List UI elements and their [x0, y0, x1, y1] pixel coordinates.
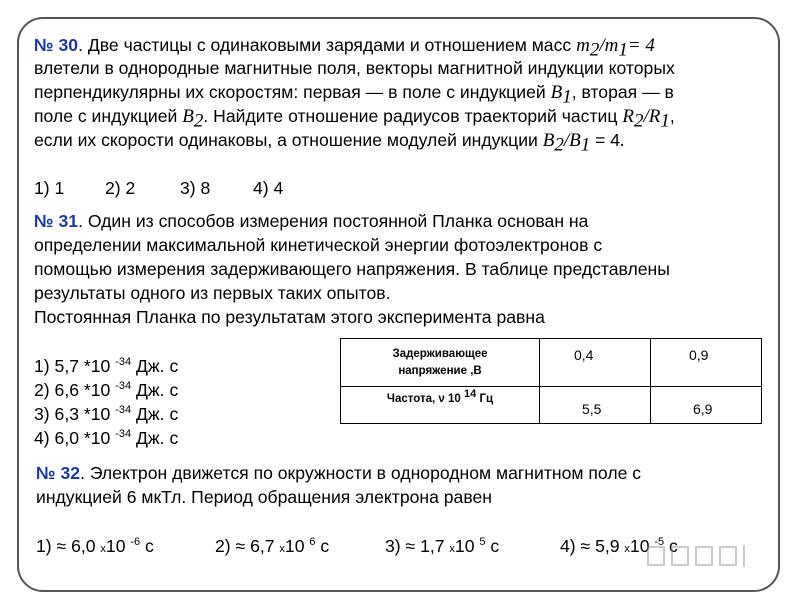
p32-answer-exp: 5 [479, 536, 486, 549]
p31-line-5: Постоянная Планка по результатам этого эксперимента равна [34, 307, 545, 327]
p30-number: № 30 [34, 35, 79, 55]
p32-answer-1 [36, 535, 154, 560]
p31-answer-exp: -34 [115, 380, 132, 393]
p31-answer-unit: Дж. с [131, 356, 179, 376]
p32-answer-unit: с [664, 536, 678, 556]
experiment-table [340, 338, 762, 424]
p32-answer-text: 4) ≈ 5,9 [560, 536, 625, 556]
p30-text: если их скорости одинаковы, а отношение модулей индукции [34, 130, 543, 150]
p32-answer-unit: с [485, 536, 500, 556]
p30-b2: B [182, 106, 194, 127]
p30-slash: / [643, 106, 649, 127]
p31-line-2: определении максимальной кинетической энергии фотоэлектронов с [34, 235, 603, 255]
table-cell: 5,5 [540, 387, 651, 424]
p30-b1: B [550, 82, 563, 103]
p32-answer-text: 2) ≈ 6,7 [215, 536, 280, 556]
p30-line-5 [34, 129, 774, 156]
p31-answer-text: 1) 5,7 *10 [34, 356, 116, 376]
p32-answer-3 [385, 535, 499, 560]
p32-text: . Электрон движется по окружности в однородном магнитном поле с [80, 463, 642, 483]
table-header-voltage [341, 339, 540, 387]
p30-answer-4: 4) 4 [253, 178, 284, 198]
p30-ratio-value: = 4 [590, 130, 621, 150]
p30-r2: R [622, 106, 634, 127]
p30-answer-1: 1) 1 [34, 178, 65, 198]
watermark-graphic [598, 541, 760, 571]
p30-line-4 [34, 105, 774, 132]
p30-line-1 [34, 34, 774, 61]
p31-text: . Один из способов измерения постоянной Планка основан на [78, 211, 589, 231]
p32-answer-unit: с [140, 536, 154, 556]
table-cell: 0,9 [651, 339, 762, 387]
p31-answer-text: 2) 6,6 *10 [34, 380, 116, 400]
table-cell: 6,9 [651, 387, 762, 424]
watermark [598, 541, 760, 571]
p30-answer-2: 2) 2 [105, 178, 136, 198]
table-header-text: напряжение ,В [398, 364, 482, 377]
p30-m1-sub: 1 [618, 39, 628, 61]
p31-line-3: помощью измерения задерживающего напряжения. В таблице представлены [34, 259, 670, 279]
table-header-text: Частота, ν 10 [386, 393, 465, 405]
p30-line-3 [34, 81, 774, 108]
p30-m2: m [576, 35, 590, 56]
p30-text: , вторая — в [571, 82, 674, 102]
p31-answer-1 [34, 355, 178, 377]
p30-b1-sub: 1 [562, 86, 572, 108]
p30-text: перпендикулярны их скоростям: первая — в поле с индукцией [34, 82, 551, 102]
p30-b2-sub: 2 [554, 134, 564, 156]
p32-answer-2 [215, 535, 329, 560]
p30-b1-sub: 1 [580, 134, 591, 156]
p30-b1: B [569, 130, 581, 151]
p32-answer-base: 10 [629, 536, 655, 556]
p31-answer-2 [34, 379, 178, 401]
p31-answer-text: 3) 6,3 *10 [34, 404, 116, 424]
table-cell: 0,4 [540, 339, 651, 387]
p30-r1-sub: 1 [660, 110, 670, 132]
p30-b2-sub: 2 [193, 110, 204, 132]
p32-answer-exp: -5 [654, 536, 665, 549]
p30-slash: / [599, 35, 605, 56]
p30-r1: R [648, 106, 661, 127]
table-header-text: Гц [476, 393, 494, 405]
p30-line-2: влетели в однородные магнитные поля, векторы магнитной индукции которых [34, 58, 675, 78]
p31-answer-exp: -34 [115, 404, 132, 417]
p30-answer-3: 3) 8 [180, 178, 211, 198]
p31-answer-unit: Дж. с [131, 380, 179, 400]
p32-line-1 [36, 462, 776, 485]
p30-text: . Две частицы с одинаковыми зарядами и отношением масс [78, 35, 577, 55]
table-header-exp: 14 [464, 388, 477, 401]
p32-answer-base: 10 [454, 536, 480, 556]
p31-answer-unit: Дж. с [131, 428, 179, 448]
p31-answer-unit: Дж. с [131, 404, 179, 424]
p31-line-1 [34, 210, 774, 233]
p32-answer-times: x [449, 543, 455, 555]
p30-m2-sub: 2 [589, 39, 600, 61]
p32-answer-text: 3) ≈ 1,7 [385, 536, 450, 556]
table-header-text: Задерживающее [392, 347, 488, 360]
p32-answer-base: 10 [284, 536, 310, 556]
p32-number: № 32 [36, 463, 81, 483]
p30-text: . [620, 130, 625, 151]
p32-answer-times: x [624, 543, 630, 555]
p30-text: . Найдите отношение радиусов траекторий частиц [203, 106, 623, 126]
p31-line-4: результаты одного из первых таких опытов. [34, 283, 391, 303]
p30-text: поле с индукцией [34, 106, 183, 126]
p32-line-2: индукцией 6 мкТл. Период обращения электрона равен [36, 487, 492, 507]
p31-number: № 31 [34, 211, 79, 231]
p30-r2-sub: 2 [633, 110, 644, 132]
p30-b2: B [542, 130, 555, 151]
table-header-frequency [341, 387, 540, 424]
p30-slash: / [563, 130, 570, 151]
p30-text: , [669, 106, 675, 126]
p31-answer-4 [34, 427, 178, 449]
p31-answer-exp: -34 [115, 356, 132, 369]
p31-answer-3 [34, 403, 178, 425]
table-row [341, 339, 762, 387]
table-row [341, 387, 762, 424]
p32-answer-exp: 6 [309, 536, 316, 549]
p32-answer-base: 10 [105, 536, 131, 556]
p30-ratio-value: = 4 [627, 35, 655, 56]
p32-answer-unit: с [315, 536, 330, 556]
p30-m1: m [604, 35, 619, 56]
p31-answer-exp: -34 [115, 428, 132, 441]
p32-answer-times: x [279, 543, 285, 555]
p32-answer-exp: -6 [130, 536, 141, 549]
p31-answer-text: 4) 6,0 *10 [34, 428, 116, 448]
p32-answer-text: 1) ≈ 6,0 [36, 536, 101, 556]
p32-answer-times: x [100, 543, 106, 555]
